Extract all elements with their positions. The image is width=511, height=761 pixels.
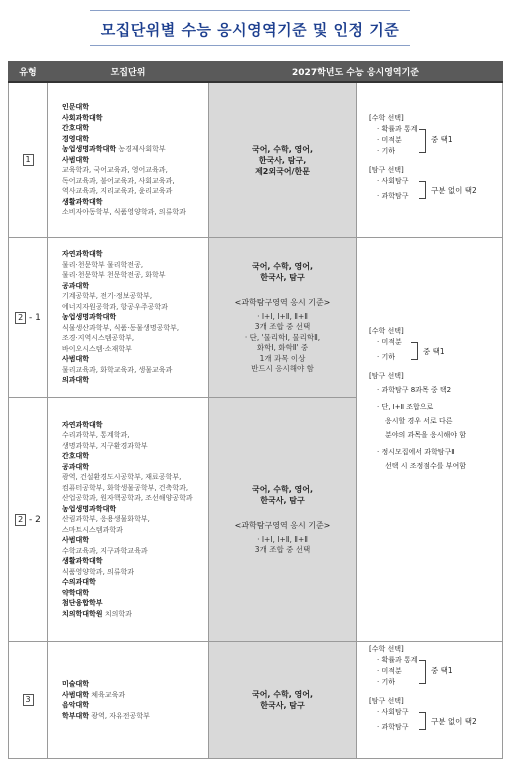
unit-line (62, 700, 208, 711)
science-rule-line: 선택 시 조정점수를 부여함 (385, 462, 467, 470)
note-item: · 과학탐구 (377, 723, 409, 731)
department-list: 물리·천문학부 천문학전공, 화학부 (62, 271, 166, 280)
unit-line (62, 375, 208, 386)
unit-line (62, 711, 208, 722)
college-name: 사범대학 (62, 536, 90, 545)
college-name: 의과대학 (62, 376, 90, 385)
college-name: 공과대학 (62, 462, 90, 471)
department-list: 농경제사회학부 (118, 145, 166, 154)
unit-line (62, 344, 208, 355)
college-name: 수의과대학 (62, 578, 96, 587)
note-item: · 사회탐구 (377, 177, 409, 185)
unit-line (62, 609, 208, 620)
science-criteria-line: 1개 과목 이상 (259, 353, 306, 363)
note-item: · 확률과 통계 (377, 125, 418, 133)
note-item: · 확률과 통계 (377, 656, 418, 664)
college-name: 공과대학 (62, 281, 90, 290)
science-rule-line: · 단, Ⅰ+Ⅱ 조합으로 (377, 403, 434, 411)
department-list: 소비자아동학부, 식품영양학과, 의류학과 (62, 208, 186, 217)
department-list: 식물생산과학부, 식품·동물생명공학부, (62, 323, 180, 332)
standard-cell (209, 398, 357, 642)
department-list: 치의학과 (104, 609, 132, 618)
department-list: 기계공학부, 전기·정보공학부, (62, 292, 153, 301)
department-list: 교육학과, 국어교육과, 영어교육과, (62, 166, 168, 175)
note-cell (357, 642, 503, 759)
unit-line (62, 144, 208, 155)
department-list: 조경·지역시스템공학부, (62, 334, 135, 343)
unit-line (62, 483, 208, 494)
college-name: 생활과학대학 (62, 557, 103, 566)
unit-line (62, 323, 208, 334)
department-list: 산림과학부, 응용생물화학부, (62, 515, 150, 524)
math-select-label: [수학 선택] (369, 327, 404, 335)
choose-label: 구분 없이 택2 (431, 717, 477, 726)
unit-line (62, 462, 208, 473)
standard-cell (209, 82, 357, 238)
table-header-row (9, 62, 503, 83)
table-row (9, 82, 503, 238)
unit-line (62, 312, 208, 323)
unit-line (62, 113, 208, 124)
units-cell (48, 642, 209, 759)
college-name: 자연과학대학 (62, 250, 103, 259)
bracket (419, 712, 426, 730)
note-item: · 기하 (377, 147, 395, 155)
unit-line (62, 493, 208, 504)
choose-label: 중 택1 (431, 666, 453, 675)
note-item: · 미적분 (377, 136, 402, 144)
college-name: 음악대학 (62, 701, 90, 709)
table-row (9, 238, 503, 398)
unit-line (62, 556, 208, 567)
unit-line (62, 302, 208, 313)
unit-line (62, 420, 208, 431)
inquiry-select-label: [탐구 선택] (369, 372, 404, 380)
bracket (419, 129, 426, 153)
standard-line: 한국사, 탐구 (260, 495, 305, 505)
standard-line: 한국사, 탐구 (260, 272, 305, 282)
standard-line: 한국사, 탐구, (258, 155, 307, 165)
unit-line (62, 504, 208, 515)
unit-line (62, 176, 208, 187)
type-suffix: - 2 (29, 514, 41, 525)
choose-label: 중 택1 (431, 135, 453, 144)
department-list: 바이오시스템·소재학부 (62, 344, 132, 353)
units-cell (48, 238, 209, 398)
science-rule-line: · 과학탐구 8과목 중 택2 (377, 386, 452, 394)
college-name: 약학대학 (62, 588, 90, 597)
note-item: · 과학탐구 (377, 192, 409, 200)
science-rule-line: 응시할 경우 서로 다른 (385, 417, 453, 425)
spacer (209, 283, 356, 297)
department-list: 물리교육과, 화학교육과, 생물교육과 (62, 365, 173, 374)
unit-line (62, 567, 208, 578)
unit-line (62, 525, 208, 536)
unit-line (62, 102, 208, 113)
choose-label: 중 택1 (423, 347, 445, 356)
unit-line (62, 441, 208, 452)
science-criteria-line: · Ⅰ+Ⅰ, Ⅰ+Ⅱ, Ⅱ+Ⅱ (257, 311, 308, 321)
unit-line (62, 679, 208, 690)
department-list: 스마트시스템과학과 (62, 525, 123, 534)
units-cell (48, 398, 209, 642)
college-name: 자연과학대학 (62, 420, 103, 429)
college-name: 인문대학 (62, 103, 90, 112)
science-criteria-line: 화학Ⅰ, 화학Ⅱ' 중 (256, 343, 309, 352)
table-row (9, 642, 503, 759)
unit-line (62, 588, 208, 599)
type-number-box: 3 (23, 694, 34, 706)
standard-line: 국어, 수학, 영어, (251, 484, 314, 494)
unit-line (62, 514, 208, 525)
science-criteria-line: 3개 조합 중 선택 (254, 322, 311, 331)
college-name: 사범대학 (62, 355, 90, 364)
note-item: · 사회탐구 (377, 708, 409, 716)
department-list: 체육교육과 (91, 690, 126, 699)
choose-label: 구분 없이 택2 (431, 186, 477, 195)
college-name: 간호대학 (62, 124, 90, 133)
department-list: 생명과학부, 지구환경과학부 (62, 441, 148, 450)
bracket (411, 342, 418, 360)
type-cell (9, 238, 48, 398)
note-item: · 미적분 (377, 338, 402, 346)
college-name: 치의학대학원 (62, 609, 103, 618)
unit-line (62, 354, 208, 365)
science-criteria-line: 3개 조합 중 선택 (254, 545, 311, 554)
header-standard: 2027학년도 수능 응시영역기준 (209, 62, 503, 83)
unit-line (62, 134, 208, 145)
standard-line: 제2외국어/한문 (255, 166, 310, 176)
college-name: 경영대학 (62, 134, 90, 143)
department-list: 수리과학부, 통계학과, (62, 431, 130, 440)
note-item: · 미적분 (377, 667, 402, 675)
note-cell (357, 82, 503, 238)
department-list: 광역, 건설환경도시공학부, 재료공학부, (62, 473, 182, 482)
unit-line (62, 186, 208, 197)
math-select-label: [수학 선택] (369, 645, 404, 653)
college-name: 농업생명과학대학 (62, 504, 117, 513)
college-name: 미술대학 (62, 680, 90, 688)
department-list: 산업공학과, 원자핵공학과, 조선해양공학과 (62, 494, 193, 503)
bracket (419, 660, 426, 684)
college-name: 농업생명과학대학 (62, 145, 117, 154)
college-name: 사회과학대학 (62, 113, 103, 122)
unit-line (62, 430, 208, 441)
department-list: 에너지자원공학과, 항공우주공학과 (62, 302, 168, 311)
type-number-box: 1 (23, 154, 34, 166)
unit-line (62, 260, 208, 271)
department-list: 컴퓨터공학부, 화학생물공학부, 건축학과, (62, 483, 189, 492)
unit-line (62, 690, 208, 701)
college-name: 농업생명과학대학 (62, 313, 117, 322)
college-name: 사범대학 (62, 690, 90, 699)
unit-line (62, 270, 208, 281)
college-name: 사범대학 (62, 155, 90, 164)
science-criteria-line: · Ⅰ+Ⅰ, Ⅰ+Ⅱ, Ⅱ+Ⅱ (257, 534, 308, 544)
unit-line (62, 207, 208, 218)
standard-line: 한국사, 탐구 (260, 701, 305, 710)
unit-line (62, 451, 208, 462)
standard-line: 국어, 수학, 영어, (251, 690, 314, 699)
note-item: · 기하 (377, 353, 395, 361)
science-criteria-line: 반드시 응시해야 함 (251, 364, 314, 373)
standard-cell (209, 642, 357, 759)
type-number-box: 2 (15, 514, 26, 526)
type-suffix: - 1 (29, 312, 41, 323)
standard-line: 국어, 수학, 영어, (251, 261, 314, 271)
unit-line (62, 535, 208, 546)
unit-line (62, 546, 208, 557)
department-list: 광역, 자유전공학부 (91, 711, 150, 720)
department-list: 식품영양학과, 의류학과 (62, 567, 135, 576)
unit-line (62, 333, 208, 344)
units-cell (48, 82, 209, 238)
spacer (209, 506, 356, 520)
science-rule-line: · 정시모집에서 과학탐구Ⅱ (377, 448, 455, 456)
science-criteria-heading: <과학탐구영역 응시 기준> (234, 520, 331, 530)
header-type: 유형 (9, 62, 48, 83)
type-cell (9, 398, 48, 642)
department-list: 독어교육과, 불어교육과, 사회교육과, (62, 176, 175, 185)
unit-line (62, 249, 208, 260)
bracket (419, 181, 426, 199)
note-item: · 기하 (377, 678, 395, 686)
unit-line (62, 472, 208, 483)
science-rules (377, 385, 502, 472)
note-cell-science (357, 238, 503, 642)
unit-line (62, 281, 208, 292)
inquiry-select-label: [탐구 선택] (369, 697, 404, 705)
unit-line (62, 197, 208, 208)
unit-line (62, 365, 208, 376)
unit-line (62, 598, 208, 609)
unit-line (62, 155, 208, 166)
unit-line (62, 577, 208, 588)
criteria-table (8, 61, 503, 759)
title-frame (90, 10, 410, 46)
science-criteria-line: · 단, '물리학Ⅰ, 물리학Ⅱ, (244, 332, 321, 342)
college-name: 간호대학 (62, 452, 90, 461)
math-select-label: [수학 선택] (369, 114, 404, 122)
science-criteria-heading: <과학탐구영역 응시 기준> (234, 297, 331, 307)
type-cell (9, 642, 48, 759)
department-list: 물리·천문학부 물리학전공, (62, 260, 144, 269)
inquiry-select-label: [탐구 선택] (369, 166, 404, 174)
science-rule-line: 분야의 과목을 응시해야 함 (385, 431, 467, 439)
standard-line: 국어, 수학, 영어, (251, 144, 314, 154)
college-name: 첨단융합학부 (62, 599, 103, 608)
department-list: 역사교육과, 지리교육과, 윤리교육과 (62, 187, 173, 196)
unit-line (62, 165, 208, 176)
college-name: 학부대학 (62, 711, 90, 720)
type-number-box: 2 (15, 312, 26, 324)
type-cell (9, 82, 48, 238)
unit-line (62, 123, 208, 134)
standard-cell (209, 238, 357, 398)
header-units: 모집단위 (48, 62, 209, 83)
page-title: 모집단위별 수능 응시영역기준 및 인정 기준 (100, 21, 400, 39)
college-name: 생활과학대학 (62, 197, 103, 206)
unit-line (62, 291, 208, 302)
department-list: 수학교육과, 지구과학교육과 (62, 546, 148, 555)
